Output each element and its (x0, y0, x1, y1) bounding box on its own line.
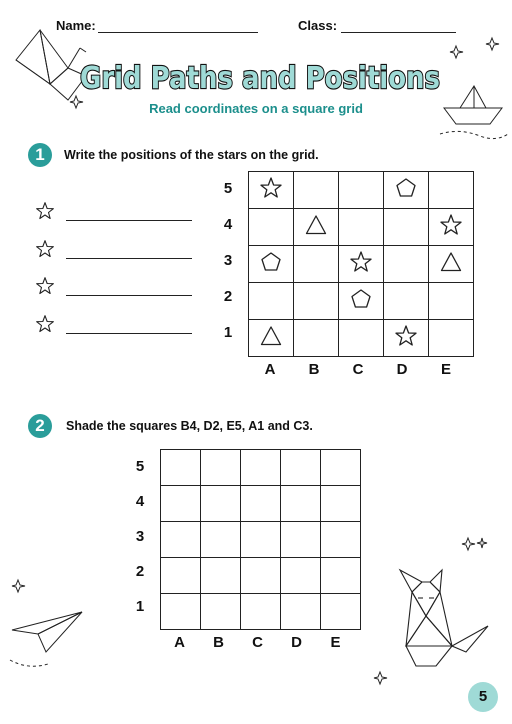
row-label: 5 (135, 457, 145, 475)
grid-cell-b2 (294, 283, 339, 320)
sparkle-icon (486, 38, 506, 58)
grid-cell-a4 (249, 209, 294, 246)
pentagon-icon (394, 176, 418, 200)
class-field[interactable] (341, 32, 456, 33)
grid-cell-c1 (339, 320, 384, 357)
grid-row (249, 320, 474, 357)
column-label: B (213, 634, 224, 651)
page-title (70, 52, 450, 102)
grid-cell-c5[interactable] (241, 450, 281, 486)
page-number: 5 (468, 682, 498, 712)
grid-cell-b5[interactable] (201, 450, 241, 486)
origami-fox-icon (396, 566, 496, 686)
grid-row (161, 522, 361, 558)
star-icon (394, 324, 418, 348)
grid-cell-d5 (384, 172, 429, 209)
grid-cell-e4[interactable] (321, 486, 361, 522)
grid-row (249, 172, 474, 209)
row-label: 4 (223, 216, 233, 233)
row-label: 5 (223, 180, 233, 197)
sparkle-icon (462, 538, 492, 568)
grid-cell-d1 (384, 320, 429, 357)
grid-cell-e5 (429, 172, 474, 209)
paper-plane-icon (8, 590, 88, 650)
grid-row (161, 486, 361, 522)
grid-cell-c4 (339, 209, 384, 246)
answer-line[interactable] (66, 220, 192, 221)
column-label: A (264, 361, 276, 378)
grid-cell-b1[interactable] (201, 594, 241, 630)
grid-cell-c2[interactable] (241, 558, 281, 594)
grid-cell-b4 (294, 209, 339, 246)
star-icon (349, 250, 373, 274)
grid-cell-d2[interactable] (281, 558, 321, 594)
column-label: D (291, 634, 302, 651)
star-icon (439, 213, 463, 237)
column-label: E (440, 361, 451, 378)
grid-cell-d5[interactable] (281, 450, 321, 486)
grid-row (161, 558, 361, 594)
grid-cell-a3[interactable] (161, 522, 201, 558)
grid-cell-a4[interactable] (161, 486, 201, 522)
grid-row (161, 594, 361, 630)
star-icon (35, 276, 55, 301)
grid-cell-d4[interactable] (281, 486, 321, 522)
row-label: 2 (223, 288, 233, 305)
name-label: Name: (56, 18, 96, 33)
row-label: 4 (135, 492, 145, 510)
star-icon (35, 314, 55, 339)
grid-cell-d3 (384, 246, 429, 283)
grid-cell-d2 (384, 283, 429, 320)
q1-grid (248, 171, 474, 357)
row-label: 3 (223, 252, 233, 269)
name-field[interactable] (98, 32, 258, 33)
grid-cell-e2[interactable] (321, 558, 361, 594)
grid-cell-c4[interactable] (241, 486, 281, 522)
grid-cell-d4 (384, 209, 429, 246)
q2-grid[interactable] (160, 449, 361, 630)
grid-cell-a5 (249, 172, 294, 209)
grid-cell-c3[interactable] (241, 522, 281, 558)
star-icon (35, 239, 55, 264)
grid-cell-a1[interactable] (161, 594, 201, 630)
star-icon (259, 176, 283, 200)
grid-cell-b3[interactable] (201, 522, 241, 558)
grid-cell-a1 (249, 320, 294, 357)
grid-cell-c5 (339, 172, 384, 209)
grid-cell-e1[interactable] (321, 594, 361, 630)
grid-cell-b2[interactable] (201, 558, 241, 594)
grid-cell-e3 (429, 246, 474, 283)
grid-row (249, 283, 474, 320)
triangle-icon (304, 213, 328, 237)
row-label: 1 (135, 597, 145, 615)
row-label: 1 (223, 324, 233, 341)
grid-row (161, 450, 361, 486)
sparkle-icon (12, 580, 26, 594)
svg-text:Grid Paths and Positions: Grid Paths and Positions (80, 61, 440, 96)
sparkle-icon (450, 46, 470, 66)
column-label: C (352, 361, 364, 378)
grid-cell-d1[interactable] (281, 594, 321, 630)
grid-cell-a5[interactable] (161, 450, 201, 486)
grid-cell-d3[interactable] (281, 522, 321, 558)
grid-cell-c3 (339, 246, 384, 283)
grid-cell-a2[interactable] (161, 558, 201, 594)
grid-cell-e5[interactable] (321, 450, 361, 486)
grid-cell-c2 (339, 283, 384, 320)
row-label: 2 (135, 562, 145, 580)
answer-line[interactable] (66, 295, 192, 296)
column-label: C (252, 634, 263, 651)
triangle-icon (259, 324, 283, 348)
pentagon-icon (349, 287, 373, 311)
star-icon (35, 201, 55, 226)
grid-cell-b4[interactable] (201, 486, 241, 522)
grid-cell-a2 (249, 283, 294, 320)
grid-row (249, 246, 474, 283)
triangle-icon (439, 250, 463, 274)
answer-line[interactable] (66, 258, 192, 259)
page-subtitle: Read coordinates on a square grid (149, 101, 363, 116)
grid-cell-b5 (294, 172, 339, 209)
grid-cell-b3 (294, 246, 339, 283)
grid-cell-a3 (249, 246, 294, 283)
grid-cell-c1[interactable] (241, 594, 281, 630)
sparkle-icon (374, 672, 388, 686)
question-1-badge: 1 (28, 143, 52, 167)
grid-cell-e4 (429, 209, 474, 246)
column-label: A (174, 634, 185, 651)
column-label: D (396, 361, 408, 378)
grid-row (249, 209, 474, 246)
grid-cell-e2 (429, 283, 474, 320)
class-label: Class: (298, 18, 338, 33)
column-label: B (308, 361, 320, 378)
grid-cell-e3[interactable] (321, 522, 361, 558)
question-2-badge: 2 (28, 414, 52, 438)
grid-cell-e1 (429, 320, 474, 357)
row-label: 3 (135, 527, 145, 545)
question-2-instruction: Shade the squares B4, D2, E5, A1 and C3. (66, 419, 313, 433)
column-label: E (330, 634, 341, 651)
pentagon-icon (259, 250, 283, 274)
grid-cell-b1 (294, 320, 339, 357)
question-1-instruction: Write the positions of the stars on the grid. (64, 148, 319, 162)
answer-line[interactable] (66, 333, 192, 334)
